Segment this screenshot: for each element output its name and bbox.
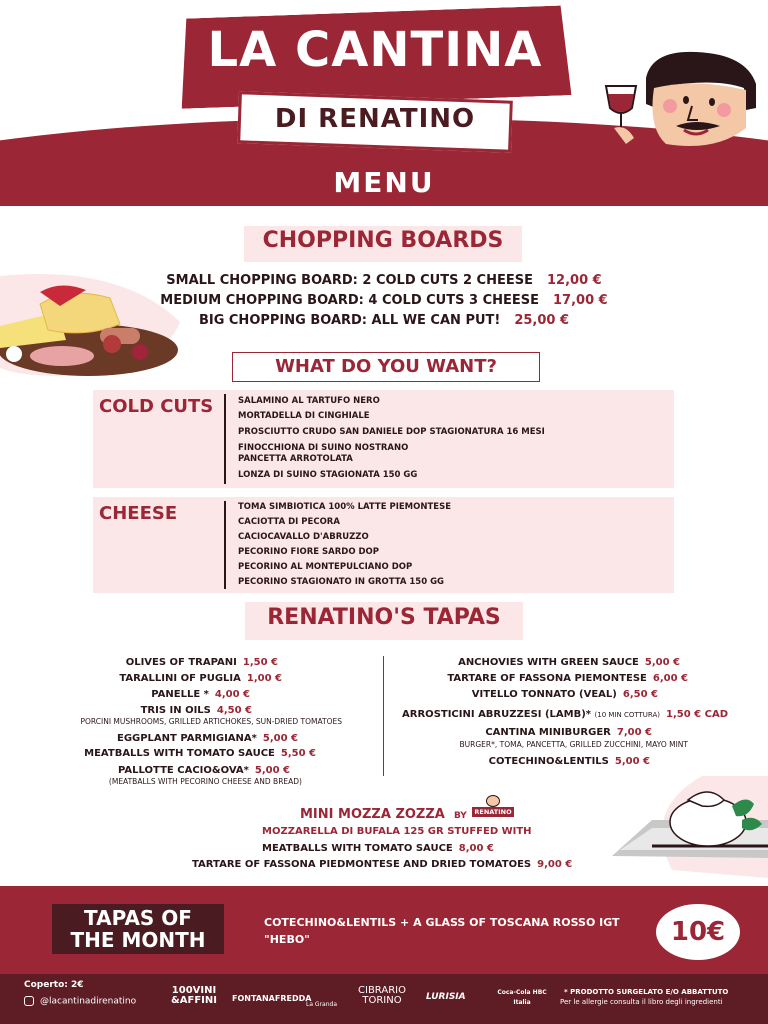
panel-divider	[224, 394, 226, 484]
month-desc-line2: "HEBO"	[264, 933, 310, 946]
cold-cut-item: PANCETTA ARROTOLATA	[238, 454, 353, 464]
sponsor-logo: La Granda	[306, 1001, 338, 1008]
what-do-you-want-title: WHAT DO YOU WANT?	[232, 352, 540, 382]
panel-divider	[224, 501, 226, 589]
cold-cut-item: MORTADELLA DI CINGHIALE	[238, 411, 370, 421]
month-label-line2: THE MONTH	[70, 928, 206, 952]
renatino-logo	[472, 795, 514, 821]
sponsor-logo: LURISIA	[426, 992, 466, 1002]
mozza-item	[262, 843, 494, 854]
allergy-note: Per le allergie consulta il libro degli ingredienti	[560, 998, 723, 1006]
tapas-name: PANELLE *	[151, 689, 209, 700]
board-price: 12,00 €	[547, 273, 602, 288]
board-price: 25,00 €	[514, 313, 570, 328]
tapas-name: TRIS IN OILS	[140, 705, 211, 716]
tapas-price: 1,00 €	[246, 673, 282, 684]
tapas-name: TARTARE OF FASSONA PIEMONTESE	[447, 673, 647, 684]
tapas-item	[141, 705, 252, 716]
cheese-item: CACIOTTA DI PECORA	[238, 517, 340, 527]
menu-heading: MENU	[333, 166, 435, 199]
tapas-description: BURGER*, TOMA, PANCETTA, GRILLED ZUCCHINI, MAYO MINT	[459, 740, 688, 749]
tapas-description: (MEATBALLS WITH PECORINO CHEESE AND BREAD)	[108, 777, 302, 786]
tapas-item	[151, 689, 250, 700]
restaurant-subtitle: DI RENATINO	[274, 104, 476, 134]
cheese-item: PECORINO STAGIONATO IN GROTTA 150 GG	[238, 577, 445, 587]
chef-mascot-icon	[596, 48, 764, 152]
instagram-icon	[24, 996, 34, 1006]
sponsor-logo: FONTANAFREDDA	[232, 994, 312, 1003]
tapas-item	[117, 733, 298, 744]
instagram-handle: @lacantinadirenatino	[40, 996, 137, 1007]
mozza-title: MINI MOZZA ZOZZA	[300, 807, 445, 822]
tapas-item	[447, 673, 688, 684]
tapas-price: 4,00 €	[214, 689, 250, 700]
month-label-line1: TAPAS OF	[84, 906, 192, 930]
cheese-board-icon	[0, 272, 182, 380]
tapas-price: 6,50 €	[622, 689, 658, 700]
tapas-name: ARROSTICINI ABRUZZESI (LAMB)*	[402, 709, 592, 720]
month-desc-line1: COTECHINO&LENTILS + A GLASS OF TOSCANA ROSSO IGT	[264, 916, 620, 929]
mozza-name: TARTARE OF FASSONA PIEDMONTESE AND DRIED TOMATOES	[192, 859, 532, 870]
tapas-price: 5,50 €	[280, 748, 316, 759]
cold-cut-item: PROSCIUTTO CRUDO SAN DANIELE DOP STAGIONATURA 16 MESI	[238, 427, 545, 437]
cheese-item: CACIOCAVALLO D'ABRUZZO	[238, 532, 369, 542]
renatino-logo-label: RENATINO	[472, 807, 514, 817]
tapas-item	[489, 756, 650, 767]
mozza-item	[192, 859, 572, 870]
chopping-boards-title: CHOPPING BOARDS	[244, 226, 522, 262]
tapas-name: VITELLO TONNATO (VEAL)	[471, 689, 617, 700]
tapas-name: OLIVES OF TRAPANI	[125, 657, 237, 668]
cheese-item: TOMA SIMBIOTICA 100% LATTE PIEMONTESE	[238, 502, 452, 512]
tapas-description: PORCINI MUSHROOMS, GRILLED ARTICHOKES, SUN-DRIED TOMATOES	[80, 717, 342, 726]
tapas-name: MEATBALLS WITH TOMATO SAUCE	[84, 748, 275, 759]
tapas-price: 1,50 €	[242, 657, 278, 668]
tapas-item	[472, 689, 658, 700]
frozen-note: * PRODOTTO SURGELATO E/O ABBATTUTO	[564, 988, 729, 996]
tapas-name: EGGPLANT PARMIGIANA*	[116, 733, 257, 744]
tapas-price: 5,00 €	[614, 756, 650, 767]
board-price: 17,00 €	[553, 293, 608, 308]
mozza-price: 8,00 €	[458, 843, 494, 854]
cold-cut-item: FINOCCHIONA DI SUINO NOSTRANO	[238, 443, 409, 453]
board-label: MEDIUM CHOPPING BOARD: 4 COLD CUTS 3 CHEESE	[160, 293, 539, 308]
instagram-link[interactable]	[24, 996, 136, 1007]
tapas-title: RENATINO'S TAPAS	[245, 602, 523, 640]
tapas-name: CANTINA MINIBURGER	[485, 727, 611, 738]
mozza-name: MEATBALLS WITH TOMATO SAUCE	[262, 843, 453, 854]
cheese-item: PECORINO AL MONTEPULCIANO DOP	[238, 562, 413, 572]
tapas-of-month-description	[264, 914, 644, 948]
tapas-item	[458, 657, 680, 668]
sponsor-logo: Coca-Cola HBC Italia	[497, 989, 547, 1006]
tapas-item	[119, 673, 282, 684]
tapas-price: 5,00 €	[262, 733, 298, 744]
cheese-label: CHEESE	[99, 503, 178, 524]
tapas-column-divider	[383, 656, 384, 776]
mozza-heading	[300, 803, 467, 822]
tapas-price: 5,00 €	[254, 765, 290, 776]
sponsor-logo: CIBRARIO TORINO	[358, 985, 406, 1006]
tapas-item	[84, 748, 316, 759]
tapas-name: ANCHOVIES WITH GREEN SAUCE	[458, 657, 639, 668]
renatino-logo-face	[486, 795, 500, 807]
tapas-of-month-price: 10€	[656, 904, 740, 960]
cold-cut-item: SALAMINO AL TARTUFO NERO	[238, 396, 380, 406]
tapas-item	[118, 765, 290, 776]
cold-cuts-label: COLD CUTS	[99, 396, 214, 417]
tapas-price: 5,00 €	[644, 657, 680, 668]
tapas-price: 4,50 €	[216, 705, 252, 716]
board-label: BIG CHOPPING BOARD: ALL WE CAN PUT!	[198, 313, 501, 328]
coperto: Coperto: 2€	[24, 980, 84, 990]
tapas-of-month-label	[52, 904, 224, 954]
mozzarella-plate-icon	[612, 770, 768, 880]
restaurant-title: LA CANTINA	[207, 22, 543, 78]
sponsor-logo: 100VINI &AFFINI	[171, 985, 217, 1006]
footer	[0, 974, 768, 1024]
tapas-name: PALLOTTE CACIO&OVA*	[118, 765, 249, 776]
mozza-description: MOZZARELLA DI BUFALA 125 GR STUFFED WITH	[262, 826, 532, 837]
mozza-price: 9,00 €	[537, 859, 573, 870]
tapas-note: (10 MIN COTTURA)	[594, 711, 661, 719]
tapas-name: COTECHINO&LENTILS	[488, 756, 609, 767]
tapas-price: 6,00 €	[652, 673, 688, 684]
cold-cuts-panel	[93, 390, 674, 488]
tapas-name: TARALLINI OF PUGLIA	[119, 673, 241, 684]
cheese-panel	[93, 497, 674, 593]
board-label: SMALL CHOPPING BOARD: 2 COLD CUTS 2 CHEESE	[166, 273, 533, 288]
mozza-by: BY	[453, 811, 467, 821]
tapas-price: 7,00 €	[616, 727, 652, 738]
tapas-item	[485, 727, 652, 738]
tapas-price: 1,50 € CAD	[666, 709, 728, 720]
cheese-item: PECORINO FIORE SARDO DOP	[238, 547, 380, 557]
tapas-item	[126, 657, 278, 668]
tapas-item	[402, 709, 728, 720]
cold-cut-item: LONZA DI SUINO STAGIONATA 150 GG	[238, 470, 418, 480]
